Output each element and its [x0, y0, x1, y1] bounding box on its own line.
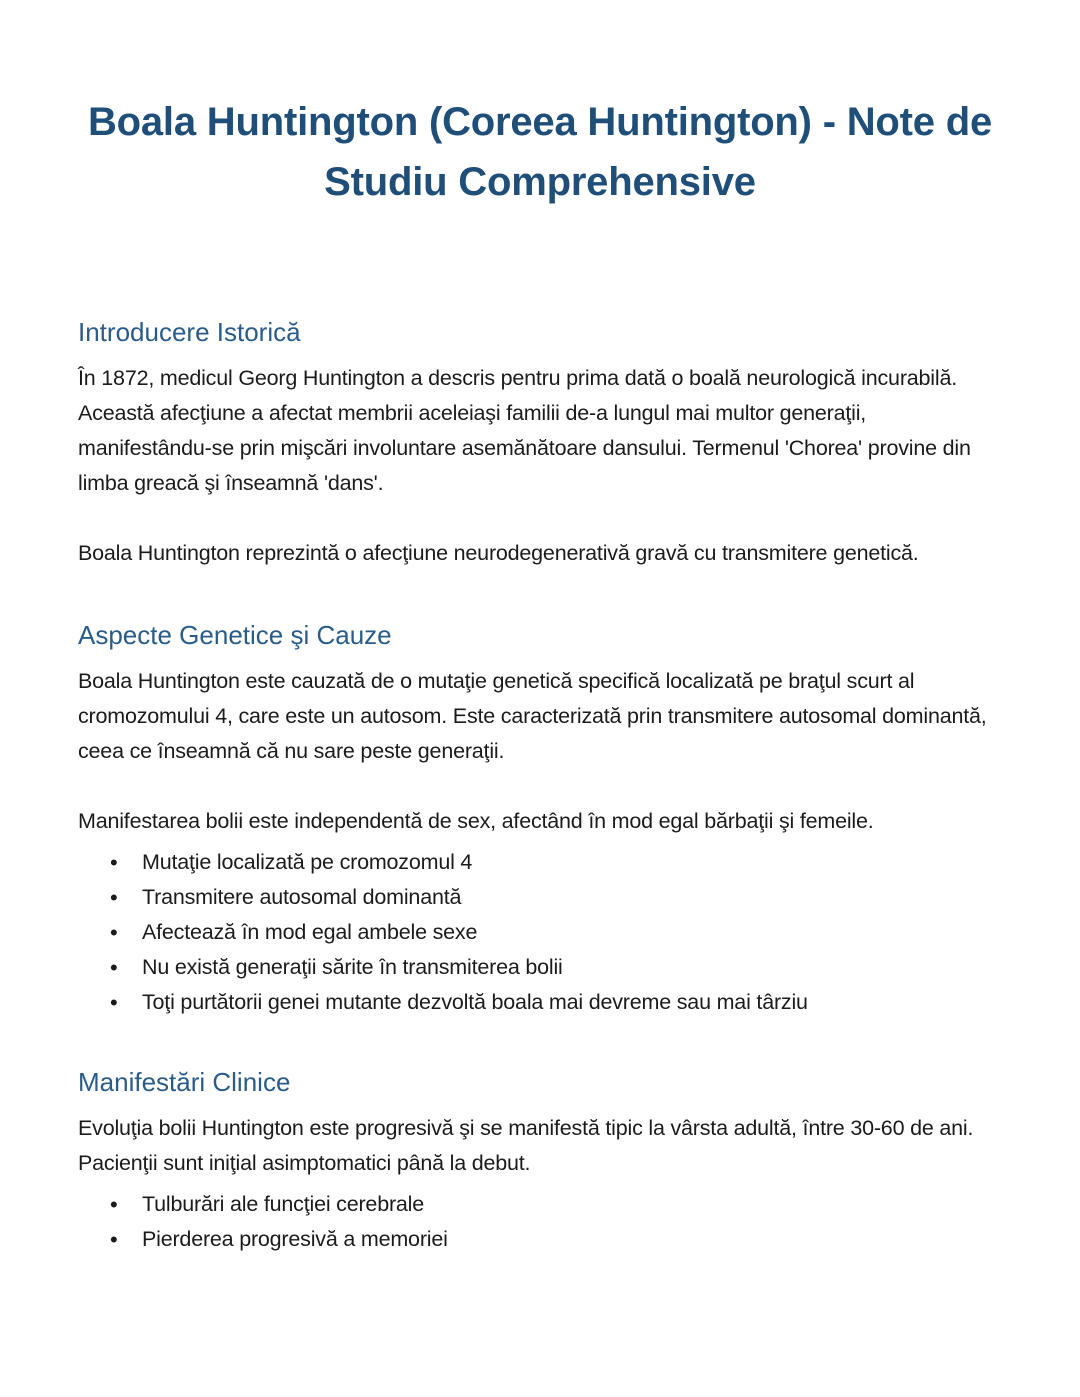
bullet-icon: • [110, 885, 118, 910]
list-item [108, 845, 1002, 880]
bullet-list [78, 845, 1002, 1020]
document-title: Boala Huntington (Coreea Huntington) - Note de Studiu Comprehensive [87, 100, 993, 204]
bullet-icon: • [110, 955, 118, 980]
paragraph: Evoluţia bolii Huntington este progresivă şi se manifestă tipic la vârsta adultă, între 30-60 de ani. Pacienţii sunt iniţial asimptomatici până la debut. [78, 1116, 974, 1175]
section-heading: Aspecte Genetice şi Cauze [78, 620, 392, 650]
list-item [108, 1222, 1002, 1257]
bullet-icon: • [110, 850, 118, 875]
section-clinical-manifestations [78, 1065, 1002, 1257]
section-heading: Manifestări Clinice [78, 1067, 291, 1097]
list-item [108, 1187, 1002, 1222]
paragraph: Manifestarea bolii este independentă de sex, afectând în mod egal bărbaţii şi femeile. [78, 809, 874, 833]
bullet-list [78, 1187, 1002, 1257]
section-historical-introduction [78, 315, 1002, 571]
list-item [108, 985, 1002, 1020]
list-item-text: Nu există generaţii sărite în transmiterea bolii [142, 955, 563, 979]
section-heading: Introducere Istorică [78, 317, 301, 347]
bullet-icon: • [110, 920, 118, 945]
list-item-text: Pierderea progresivă a memoriei [142, 1227, 448, 1251]
paragraph: Boala Huntington reprezintă o afecţiune neurodegenerativă gravă cu transmitere genetică. [78, 541, 919, 565]
list-item-text: Transmitere autosomal dominantă [142, 885, 462, 909]
paragraph: În 1872, medicul Georg Huntington a descris pentru prima dată o boală neurologică incurabilă. Această afecţiune a afectat membrii aceleiaşi familii de-a lungul mai multor generaţii, manifestându-se prin mişcări involuntare asemănătoare dansului. Termenul 'Chorea' provine din limba greacă şi înseamnă 'dans'. [78, 366, 971, 495]
list-item [108, 950, 1002, 985]
bullet-icon: • [110, 1227, 118, 1252]
section-genetic-aspects [78, 618, 1002, 1020]
bullet-icon: • [110, 1192, 118, 1217]
bullet-icon: • [110, 990, 118, 1015]
paragraph: Boala Huntington este cauzată de o mutaţie genetică specifică localizată pe braţul scurt al cromozomului 4, care este un autosom. Este caracterizată prin transmitere autosomal dominantă, ceea ce înseamnă că nu sare peste generaţii. [78, 669, 987, 763]
list-item [108, 915, 1002, 950]
list-item-text: Toţi purtătorii genei mutante dezvoltă boala mai devreme sau mai târziu [142, 990, 808, 1014]
list-item [108, 880, 1002, 915]
list-item-text: Afectează în mod egal ambele sexe [142, 920, 478, 944]
list-item-text: Mutaţie localizată pe cromozomul 4 [142, 850, 473, 874]
list-item-text: Tulburări ale funcţiei cerebrale [142, 1192, 425, 1216]
